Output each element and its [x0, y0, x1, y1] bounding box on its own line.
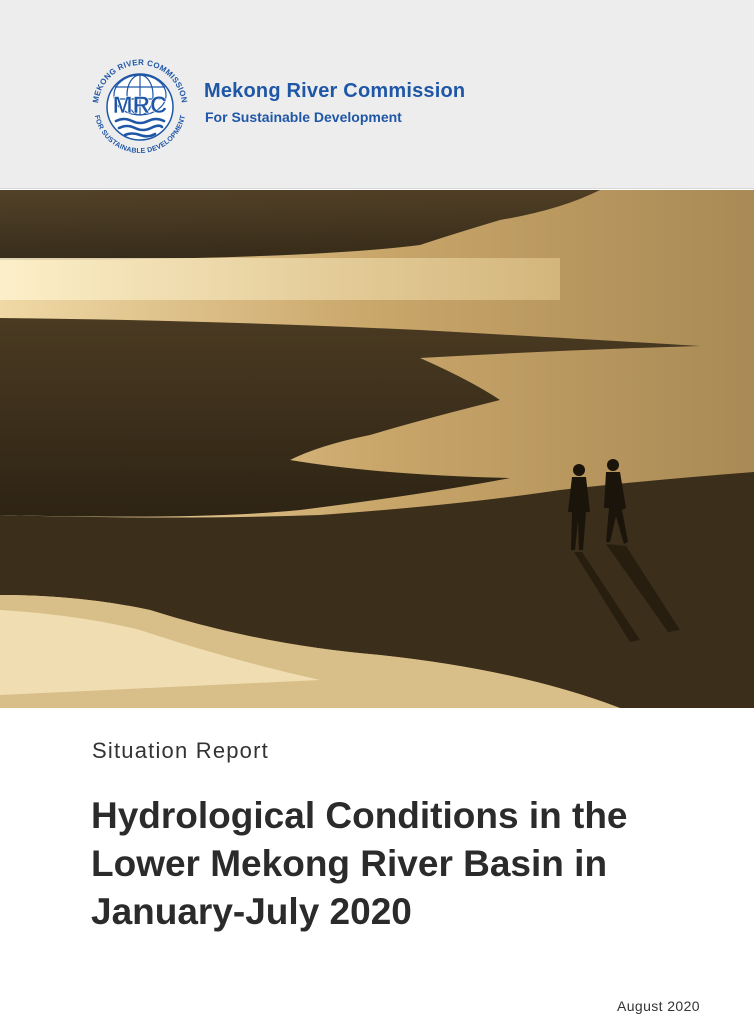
logo-ring-bottom-text: FOR SUSTAINABLE DEVELOPMENT: [92, 114, 188, 156]
mrc-logo: [88, 55, 192, 159]
title-line: January-July 2020: [91, 891, 412, 932]
organization-tagline: For Sustainable Development: [205, 109, 402, 125]
cover-photo-riverbank: [0, 190, 754, 708]
logo-ring-top-text: MEKONG RIVER COMMISSION: [91, 57, 189, 104]
cover-header: [0, 0, 754, 189]
report-title: [91, 792, 731, 936]
report-type: Situation Report: [92, 738, 269, 763]
title-line: Lower Mekong River Basin in: [91, 843, 608, 884]
publication-date: August 2020: [616, 998, 700, 1014]
title-line: Hydrological Conditions in the: [91, 795, 628, 836]
organization-name: Mekong River Commission: [204, 80, 466, 102]
logo-abbreviation: MRC: [112, 92, 168, 119]
